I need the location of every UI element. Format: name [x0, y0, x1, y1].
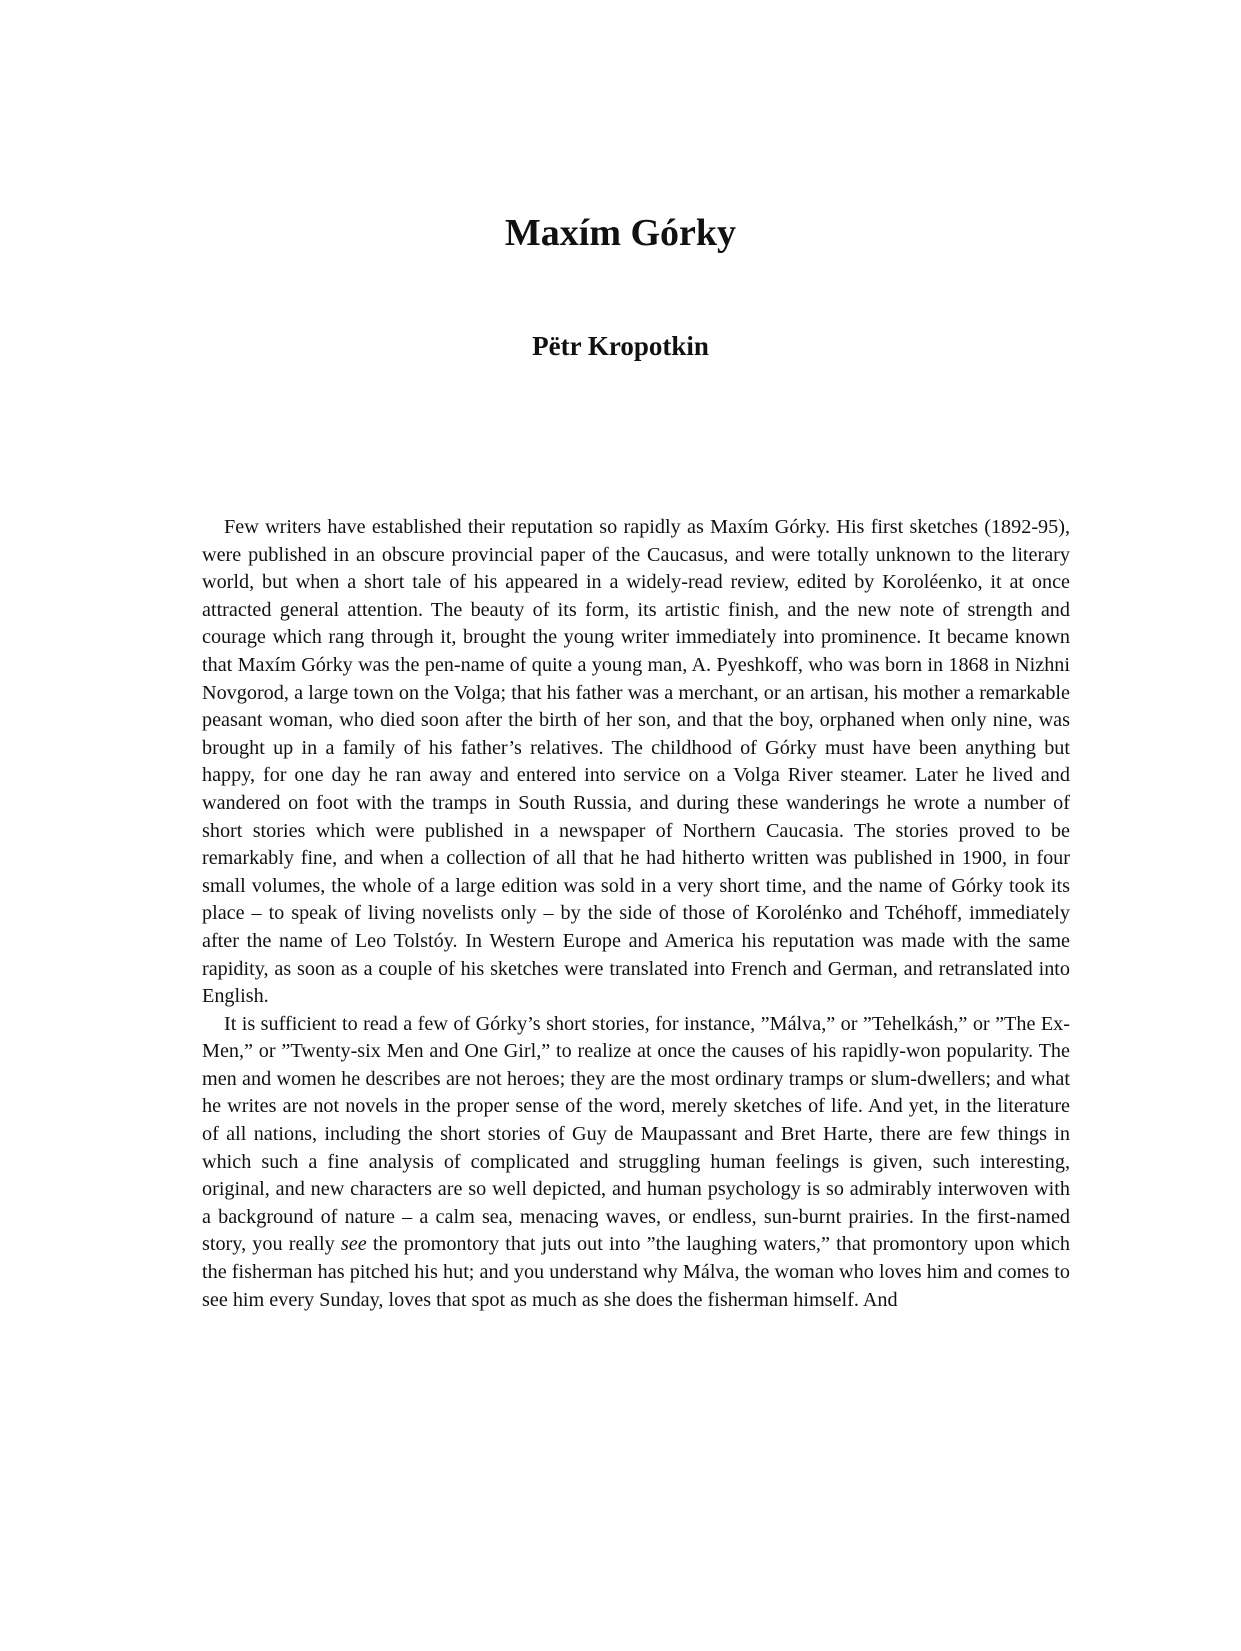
paragraph-2-part-2: the promontory that juts out into ”the laughing waters,” that promontory upon which the fisherman has pitched his hut; and you understand why Málva, the woman who loves him and comes to see him every Sunday, loves that spot as much as she does the fisherman himself. And [202, 1233, 1070, 1311]
document-author: Pëtr Kropotkin [532, 331, 709, 361]
document-title: Maxím Górky [504, 212, 737, 254]
paragraph-1: Few writers have established their reputation so rapidly as Maxím Górky. His first sketches (1892-95), were published in an obscure provincial paper of the Caucasus, and were totally unknown to the literary world, but when a short tale of his appeared in a widely-read review, edited by Koroléenko, it at once attracted general attention. The beauty of its form, its artistic finish, and the new note of strength and courage which rang through it, brought the young writer immediately into prominence. It became known that Maxím Górky was the pen-name of quite a young man, A. Pyeshkoff, who was born in 1868 in Nizhni Novgorod, a large town on the Volga; that his father was a merchant, or an artisan, his mother a remarkable peasant woman, who died soon after the birth of her son, and that the boy, orphaned when only nine, was brought up in a family of his father’s relatives. The childhood of Górky must have been anything but happy, for one day he ran away and entered into service on a Volga River steamer. Later he lived and wandered on foot with the tramps in South Russia, and during these wanderings he wrote a number of short stories which were published in a newspaper of Northern Caucasia. The stories proved to be remarkably fine, and when a collection of all that he had hitherto written was published in 1900, in four small volumes, the whole of a large edition was sold in a very short time, and the name of Górky took its place – to speak of living novelists only – by the side of those of Korolénko and Tchéhoff, immediately after the name of Leo Tolstóy. In Western Europe and America his reputation was made with the same rapidity, as soon as a couple of his sketches were translated into French and German, and retranslated into English. [202, 516, 1070, 1008]
paragraph-2 [202, 1011, 1070, 1315]
paragraph-2-part-1: It is sufficient to read a few of Górky’s short stories, for instance, ”Málva,” or ”Tehelkásh,” or ”The Ex-Men,” or ”Twenty-six Men and One Girl,” to realize at once the causes of his rapidly-won popularity. The men and women he describes are not heroes; they are the most ordinary tramps or slum-dwellers; and what he writes are not novels in the proper sense of the word, merely sketches of life. And yet, in the literature of all nations, including the short stories of Guy de Maupassant and Bret Harte, there are few things in which such a fine analysis of complicated and struggling human feelings is given, such interesting, original, and new characters are so well depicted, and human psychology is so admirably interwoven with a background of nature – a calm sea, menacing waves, or endless, sun-burnt prairies. In the first-named story, you really [202, 1012, 1070, 1256]
document-body [202, 514, 1070, 1314]
paragraph-2-emphasis: see [340, 1233, 367, 1256]
